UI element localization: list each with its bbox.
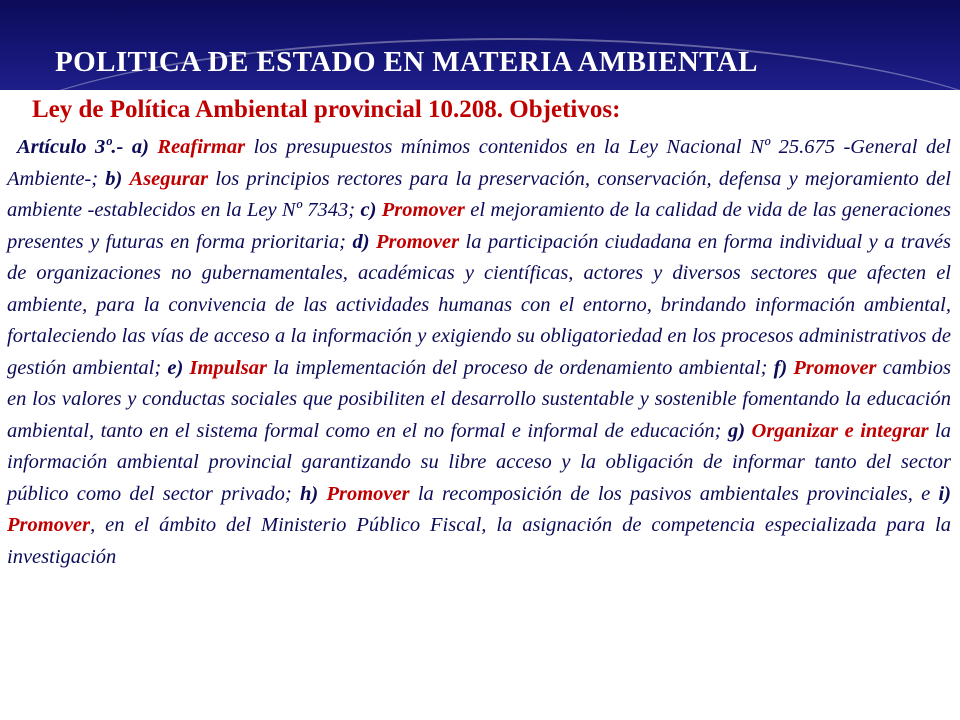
objective-marker: g)	[727, 419, 746, 442]
objective-verb: Organizar e integrar	[751, 419, 929, 442]
article-text	[7, 132, 951, 573]
objective-text: la recomposición de los pasivos ambientales provinciales, e	[409, 482, 939, 505]
slide-content	[0, 90, 960, 720]
objective-verb: Impulsar	[189, 356, 267, 379]
page-title: POLITICA DE ESTADO EN MATERIA AMBIENTAL	[55, 46, 758, 78]
objective-marker: a)	[131, 136, 149, 158]
article-heading: Artículo 3º.-	[17, 136, 124, 158]
objective-verb: Promover	[793, 356, 877, 379]
objective-verb: Promover	[381, 199, 465, 221]
objective-verb: Asegurar	[129, 167, 209, 190]
objective-verb: Promover	[326, 482, 410, 505]
objective-text: el mejoramiento de la calidad de vida de las generaciones presentes y futuras en forma prioritaria;	[7, 199, 952, 253]
objective-text: cambios en los valores y conductas sociales que posibiliten el desarrollo sustentable y sostenible fomentando la educación ambiental, tanto en el sistema formal como en el no formal e informal de educación;	[7, 356, 952, 442]
objective-text: la implementación del proceso de ordenamiento ambiental;	[266, 356, 774, 379]
objective-verb: Promover	[7, 514, 91, 536]
objective-marker: f)	[773, 356, 788, 379]
objective-text: los presupuestos mínimos contenidos en la Ley Nacional Nº 25.675 -General del Ambiente-;	[7, 136, 952, 190]
objective-marker: i)	[938, 482, 951, 505]
objective-verb: Reafirmar	[157, 136, 246, 158]
objective-text: , en el ámbito del Ministerio Público Fiscal, la asignación de competencia especializada para la investigación	[7, 514, 951, 568]
objective-marker: e)	[167, 356, 184, 379]
objective-text: los principios rectores para la preservación, conservación, defensa y mejoramiento del ambiente -establecidos en la Ley Nº 7343;	[7, 167, 952, 221]
objective-marker: h)	[299, 482, 319, 505]
objective-marker: b)	[105, 167, 123, 190]
objective-verb: Promover	[375, 230, 460, 253]
objective-marker: d)	[352, 230, 370, 253]
objective-e	[167, 357, 773, 379]
objective-text: la participación ciudadana en forma individual y a través de organizaciones no gubernamentales, académicas y científicas, actores y diversos sectores que afecten el ambiente, para la convivencia de las actividades humanas con el entorno, brindando información ambiental, fortaleciendo las vías de acceso a la información y exigiendo su obligatoriedad en los procesos administrativos de gestión ambiental;	[7, 230, 951, 379]
objective-marker: c)	[360, 199, 377, 221]
objective-h	[300, 483, 939, 505]
slide-subtitle: Ley de Política Ambiental provincial 10.208. Objetivos:	[32, 96, 621, 123]
slide-header	[0, 0, 960, 90]
objective-text: la información ambiental provincial garantizando su libre acceso y la obligación de informar tanto del sector público como del sector privado;	[7, 419, 951, 505]
